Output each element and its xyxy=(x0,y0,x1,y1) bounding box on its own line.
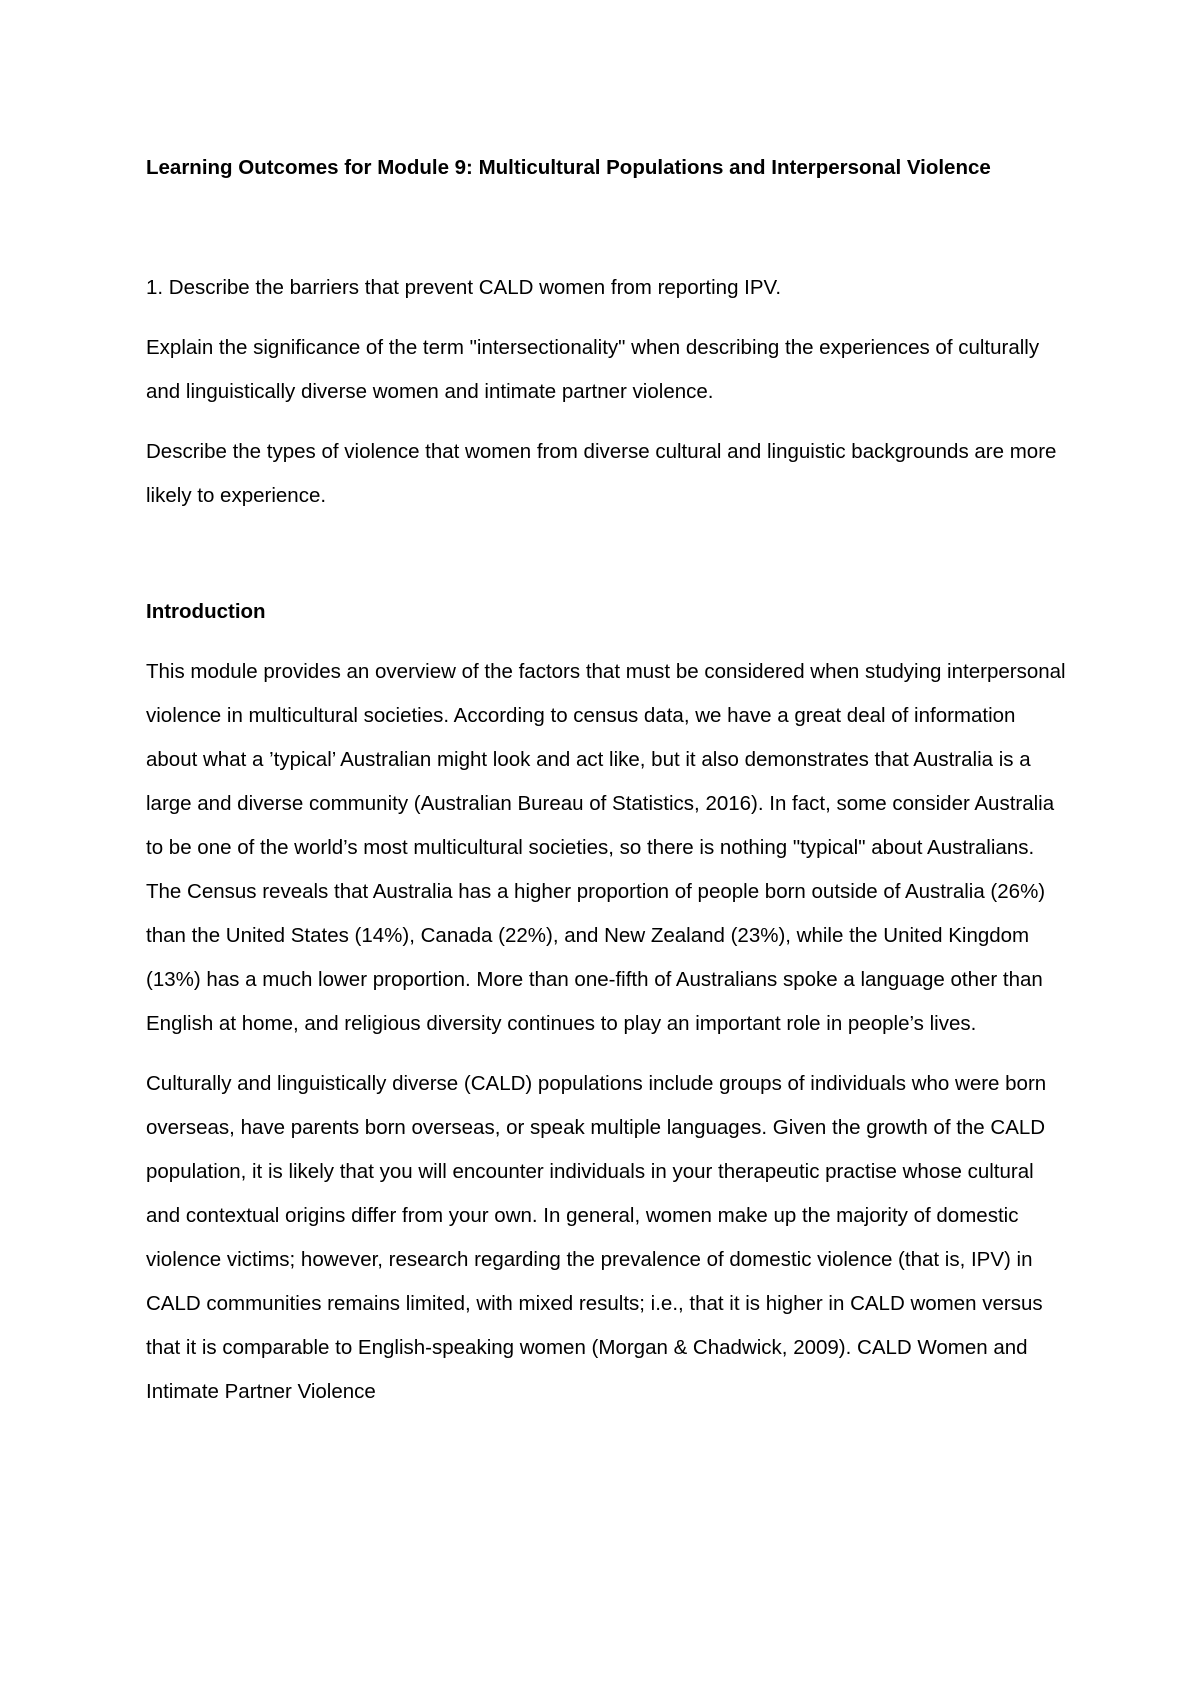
spacer xyxy=(146,414,1066,430)
document-title: Learning Outcomes for Module 9: Multicultural Populations and Interpersonal Violence xyxy=(146,156,991,179)
introduction-paragraph-2: Culturally and linguistically diverse (CALD) populations include groups of individuals who were born overseas, have parents born overseas, or speak multiple languages. Given the growth of the CALD population, it is likely that you will encounter individuals in your therapeutic practise whose cultural and contextual origins differ from your own. In general, women make up the majority of domestic violence victims; however, research regarding the prevalence of domestic violence (that is, IPV) in CALD communities remains limited, with mixed results; i.e., that it is higher in CALD women versus that it is comparable to English-speaking women (Morgan & Chadwick, 2009). CALD Women and Intimate Partner Violence xyxy=(146,1072,1047,1403)
spacer xyxy=(146,1046,1066,1062)
learning-outcome-2: Explain the significance of the term "intersectionality" when describing the experiences of culturally and linguistically diverse women and intimate partner violence. xyxy=(146,336,1040,403)
document-body xyxy=(146,146,1066,1414)
spacer xyxy=(146,518,1066,590)
learning-outcome-1: 1. Describe the barriers that prevent CALD women from reporting IPV. xyxy=(146,276,782,299)
section-heading-introduction: Introduction xyxy=(146,600,266,623)
introduction-paragraph-1: This module provides an overview of the factors that must be considered when studying interpersonal violence in multicultural societies. According to census data, we have a great deal of information about what a ’typical’ Australian might look and act like, but it also demonstrates that Australia is a large and diverse community (Australian Bureau of Statistics, 2016). In fact, some consider Australia to be one of the world’s most multicultural societies, so there is nothing "typical" about Australians. The Census reveals that Australia has a higher proportion of people born outside of Australia (26%) than the United States (14%), Canada (22%), and New Zealand (23%), while the United Kingdom (13%) has a much lower proportion. More than one-fifth of Australians spoke a language other than English at home, and religious diversity continues to play an important role in people’s lives. xyxy=(146,660,1066,1035)
spacer xyxy=(146,634,1066,650)
learning-outcome-3: Describe the types of violence that women from diverse cultural and linguistic backgrounds are more likely to experience. xyxy=(146,440,1057,507)
spacer xyxy=(146,310,1066,326)
spacer xyxy=(146,190,1066,266)
